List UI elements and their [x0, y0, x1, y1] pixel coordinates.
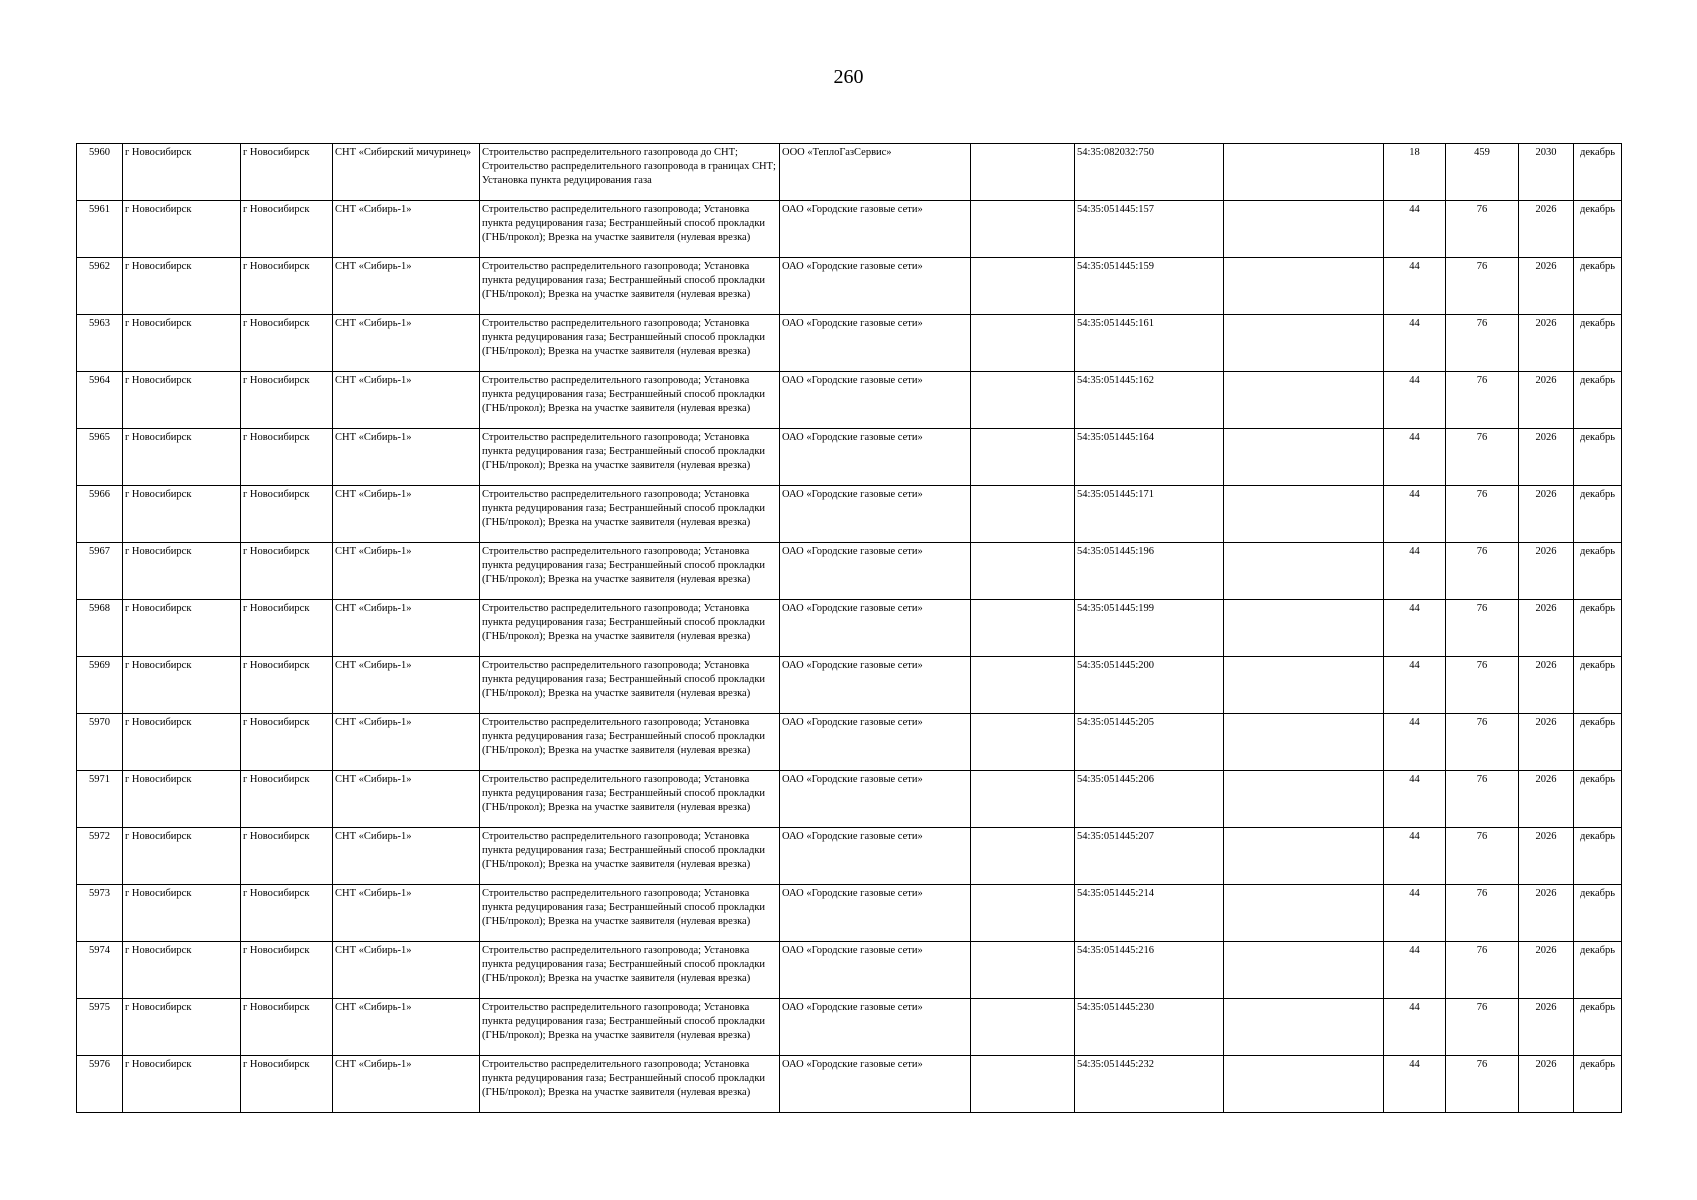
value-cell: 76	[1446, 543, 1519, 600]
object-cell: СНТ «Сибирь-1»	[333, 714, 480, 771]
month-cell: декабрь	[1574, 429, 1622, 486]
year-cell: 2026	[1519, 600, 1574, 657]
empty-cell	[1224, 372, 1384, 429]
object-cell: СНТ «Сибирский мичуринец»	[333, 144, 480, 201]
month-cell: декабрь	[1574, 144, 1622, 201]
row-number-cell: 5974	[77, 942, 123, 999]
settlement-cell: г Новосибирск	[241, 828, 333, 885]
empty-cell	[971, 600, 1075, 657]
value-cell: 76	[1446, 885, 1519, 942]
empty-cell	[971, 258, 1075, 315]
cadastral-number-cell: 54:35:051445:205	[1075, 714, 1224, 771]
object-cell: СНТ «Сибирь-1»	[333, 771, 480, 828]
value-cell: 76	[1446, 942, 1519, 999]
empty-cell	[971, 315, 1075, 372]
empty-cell	[1224, 771, 1384, 828]
object-cell: СНТ «Сибирь-1»	[333, 828, 480, 885]
value-cell: 44	[1384, 714, 1446, 771]
empty-cell	[971, 144, 1075, 201]
cadastral-number-cell: 54:35:051445:162	[1075, 372, 1224, 429]
organization-cell: ОАО «Городские газовые сети»	[780, 429, 971, 486]
month-cell: декабрь	[1574, 714, 1622, 771]
row-number-cell: 5972	[77, 828, 123, 885]
settlement-cell: г Новосибирск	[241, 258, 333, 315]
empty-cell	[971, 201, 1075, 258]
cadastral-number-cell: 54:35:051445:171	[1075, 486, 1224, 543]
settlement-cell: г Новосибирск	[241, 315, 333, 372]
table-body	[77, 144, 1622, 1113]
empty-cell	[1224, 657, 1384, 714]
row-number-cell: 5976	[77, 1056, 123, 1113]
value-cell: 44	[1384, 600, 1446, 657]
organization-cell: ОАО «Городские газовые сети»	[780, 771, 971, 828]
month-cell: декабрь	[1574, 999, 1622, 1056]
settlement-cell: г Новосибирск	[241, 1056, 333, 1113]
row-number-cell: 5960	[77, 144, 123, 201]
value-cell: 76	[1446, 657, 1519, 714]
row-number-cell: 5966	[77, 486, 123, 543]
empty-cell	[1224, 315, 1384, 372]
empty-cell	[1224, 885, 1384, 942]
value-cell: 44	[1384, 657, 1446, 714]
table-row	[77, 486, 1622, 543]
empty-cell	[1224, 201, 1384, 258]
settlement-cell: г Новосибирск	[241, 486, 333, 543]
municipality-cell: г Новосибирск	[123, 600, 241, 657]
value-cell: 76	[1446, 258, 1519, 315]
object-cell: СНТ «Сибирь-1»	[333, 885, 480, 942]
organization-cell: ОАО «Городские газовые сети»	[780, 258, 971, 315]
empty-cell	[1224, 144, 1384, 201]
empty-cell	[971, 486, 1075, 543]
works-cell: Строительство распределительного газопровода; Установка пункта редуцирования газа; Бестраншейный способ прокладки (ГНБ/прокол); Врезка на участке заявителя (нулевая врезка)	[480, 315, 780, 372]
table-row	[77, 201, 1622, 258]
works-cell: Строительство распределительного газопровода; Установка пункта редуцирования газа; Бестраншейный способ прокладки (ГНБ/прокол); Врезка на участке заявителя (нулевая врезка)	[480, 771, 780, 828]
organization-cell: ОАО «Городские газовые сети»	[780, 486, 971, 543]
cadastral-number-cell: 54:35:051445:199	[1075, 600, 1224, 657]
works-cell: Строительство распределительного газопровода; Установка пункта редуцирования газа; Бестраншейный способ прокладки (ГНБ/прокол); Врезка на участке заявителя (нулевая врезка)	[480, 486, 780, 543]
table-row	[77, 999, 1622, 1056]
empty-cell	[1224, 1056, 1384, 1113]
table-row	[77, 885, 1622, 942]
object-cell: СНТ «Сибирь-1»	[333, 486, 480, 543]
row-number-cell: 5969	[77, 657, 123, 714]
object-cell: СНТ «Сибирь-1»	[333, 657, 480, 714]
empty-cell	[971, 372, 1075, 429]
year-cell: 2026	[1519, 771, 1574, 828]
object-cell: СНТ «Сибирь-1»	[333, 201, 480, 258]
value-cell: 18	[1384, 144, 1446, 201]
works-cell: Строительство распределительного газопровода; Установка пункта редуцирования газа; Бестраншейный способ прокладки (ГНБ/прокол); Врезка на участке заявителя (нулевая врезка)	[480, 543, 780, 600]
object-cell: СНТ «Сибирь-1»	[333, 315, 480, 372]
empty-cell	[971, 828, 1075, 885]
month-cell: декабрь	[1574, 885, 1622, 942]
cadastral-number-cell: 54:35:051445:161	[1075, 315, 1224, 372]
empty-cell	[971, 771, 1075, 828]
value-cell: 76	[1446, 315, 1519, 372]
organization-cell: ОАО «Городские газовые сети»	[780, 1056, 971, 1113]
year-cell: 2026	[1519, 543, 1574, 600]
value-cell: 44	[1384, 1056, 1446, 1113]
value-cell: 76	[1446, 600, 1519, 657]
row-number-cell: 5962	[77, 258, 123, 315]
row-number-cell: 5975	[77, 999, 123, 1056]
municipality-cell: г Новосибирск	[123, 828, 241, 885]
municipality-cell: г Новосибирск	[123, 942, 241, 999]
settlement-cell: г Новосибирск	[241, 600, 333, 657]
row-number-cell: 5965	[77, 429, 123, 486]
month-cell: декабрь	[1574, 600, 1622, 657]
object-cell: СНТ «Сибирь-1»	[333, 372, 480, 429]
empty-cell	[1224, 828, 1384, 885]
empty-cell	[1224, 258, 1384, 315]
value-cell: 44	[1384, 201, 1446, 258]
table-row	[77, 372, 1622, 429]
value-cell: 76	[1446, 372, 1519, 429]
table-row	[77, 771, 1622, 828]
table-row	[77, 942, 1622, 999]
works-cell: Строительство распределительного газопровода; Установка пункта редуцирования газа; Бестраншейный способ прокладки (ГНБ/прокол); Врезка на участке заявителя (нулевая врезка)	[480, 999, 780, 1056]
settlement-cell: г Новосибирск	[241, 201, 333, 258]
table-row	[77, 315, 1622, 372]
settlement-cell: г Новосибирск	[241, 942, 333, 999]
value-cell: 44	[1384, 771, 1446, 828]
row-number-cell: 5963	[77, 315, 123, 372]
works-cell: Строительство распределительного газопровода; Установка пункта редуцирования газа; Бестраншейный способ прокладки (ГНБ/прокол); Врезка на участке заявителя (нулевая врезка)	[480, 429, 780, 486]
empty-cell	[1224, 942, 1384, 999]
year-cell: 2026	[1519, 372, 1574, 429]
organization-cell: ОАО «Городские газовые сети»	[780, 201, 971, 258]
table-row	[77, 429, 1622, 486]
month-cell: декабрь	[1574, 543, 1622, 600]
month-cell: декабрь	[1574, 372, 1622, 429]
page-number: 260	[833, 66, 864, 88]
table-row	[77, 714, 1622, 771]
municipality-cell: г Новосибирск	[123, 258, 241, 315]
cadastral-number-cell: 54:35:051445:232	[1075, 1056, 1224, 1113]
municipality-cell: г Новосибирск	[123, 771, 241, 828]
cadastral-number-cell: 54:35:051445:196	[1075, 543, 1224, 600]
row-number-cell: 5970	[77, 714, 123, 771]
row-number-cell: 5967	[77, 543, 123, 600]
empty-cell	[1224, 429, 1384, 486]
month-cell: декабрь	[1574, 486, 1622, 543]
year-cell: 2026	[1519, 828, 1574, 885]
month-cell: декабрь	[1574, 657, 1622, 714]
empty-cell	[1224, 999, 1384, 1056]
works-cell: Строительство распределительного газопровода; Установка пункта редуцирования газа; Бестраншейный способ прокладки (ГНБ/прокол); Врезка на участке заявителя (нулевая врезка)	[480, 600, 780, 657]
works-cell: Строительство распределительного газопровода; Установка пункта редуцирования газа; Бестраншейный способ прокладки (ГНБ/прокол); Врезка на участке заявителя (нулевая врезка)	[480, 1056, 780, 1113]
works-cell: Строительство распределительного газопровода; Установка пункта редуцирования газа; Бестраншейный способ прокладки (ГНБ/прокол); Врезка на участке заявителя (нулевая врезка)	[480, 714, 780, 771]
value-cell: 44	[1384, 999, 1446, 1056]
value-cell: 76	[1446, 771, 1519, 828]
month-cell: декабрь	[1574, 201, 1622, 258]
municipality-cell: г Новосибирск	[123, 657, 241, 714]
settlement-cell: г Новосибирск	[241, 372, 333, 429]
year-cell: 2026	[1519, 942, 1574, 999]
cadastral-number-cell: 54:35:082032:750	[1075, 144, 1224, 201]
works-cell: Строительство распределительного газопровода; Установка пункта редуцирования газа; Бестраншейный способ прокладки (ГНБ/прокол); Врезка на участке заявителя (нулевая врезка)	[480, 201, 780, 258]
month-cell: декабрь	[1574, 828, 1622, 885]
year-cell: 2026	[1519, 1056, 1574, 1113]
organization-cell: ОАО «Городские газовые сети»	[780, 543, 971, 600]
object-cell: СНТ «Сибирь-1»	[333, 429, 480, 486]
municipality-cell: г Новосибирск	[123, 486, 241, 543]
table-row	[77, 543, 1622, 600]
empty-cell	[1224, 543, 1384, 600]
object-cell: СНТ «Сибирь-1»	[333, 258, 480, 315]
year-cell: 2026	[1519, 714, 1574, 771]
empty-cell	[971, 543, 1075, 600]
value-cell: 76	[1446, 201, 1519, 258]
year-cell: 2026	[1519, 885, 1574, 942]
empty-cell	[971, 1056, 1075, 1113]
value-cell: 44	[1384, 372, 1446, 429]
municipality-cell: г Новосибирск	[123, 429, 241, 486]
municipality-cell: г Новосибирск	[123, 201, 241, 258]
cadastral-number-cell: 54:35:051445:230	[1075, 999, 1224, 1056]
cadastral-number-cell: 54:35:051445:216	[1075, 942, 1224, 999]
year-cell: 2026	[1519, 657, 1574, 714]
settlement-cell: г Новосибирск	[241, 771, 333, 828]
empty-cell	[971, 942, 1075, 999]
year-cell: 2026	[1519, 258, 1574, 315]
object-cell: СНТ «Сибирь-1»	[333, 600, 480, 657]
empty-cell	[971, 885, 1075, 942]
organization-cell: ОАО «Городские газовые сети»	[780, 657, 971, 714]
year-cell: 2026	[1519, 999, 1574, 1056]
empty-cell	[971, 657, 1075, 714]
value-cell: 44	[1384, 258, 1446, 315]
organization-cell: ОАО «Городские газовые сети»	[780, 372, 971, 429]
object-cell: СНТ «Сибирь-1»	[333, 543, 480, 600]
cadastral-number-cell: 54:35:051445:207	[1075, 828, 1224, 885]
value-cell: 44	[1384, 429, 1446, 486]
value-cell: 76	[1446, 1056, 1519, 1113]
table-row	[77, 144, 1622, 201]
month-cell: декабрь	[1574, 1056, 1622, 1113]
settlement-cell: г Новосибирск	[241, 657, 333, 714]
row-number-cell: 5973	[77, 885, 123, 942]
value-cell: 76	[1446, 999, 1519, 1056]
organization-cell: ОАО «Городские газовые сети»	[780, 315, 971, 372]
year-cell: 2030	[1519, 144, 1574, 201]
cadastral-number-cell: 54:35:051445:206	[1075, 771, 1224, 828]
cadastral-number-cell: 54:35:051445:157	[1075, 201, 1224, 258]
cadastral-number-cell: 54:35:051445:159	[1075, 258, 1224, 315]
settlement-cell: г Новосибирск	[241, 429, 333, 486]
month-cell: декабрь	[1574, 258, 1622, 315]
month-cell: декабрь	[1574, 771, 1622, 828]
year-cell: 2026	[1519, 201, 1574, 258]
organization-cell: ОАО «Городские газовые сети»	[780, 999, 971, 1056]
works-cell: Строительство распределительного газопровода; Установка пункта редуцирования газа; Бестраншейный способ прокладки (ГНБ/прокол); Врезка на участке заявителя (нулевая врезка)	[480, 942, 780, 999]
works-cell: Строительство распределительного газопровода; Установка пункта редуцирования газа; Бестраншейный способ прокладки (ГНБ/прокол); Врезка на участке заявителя (нулевая врезка)	[480, 258, 780, 315]
table-row	[77, 600, 1622, 657]
cadastral-number-cell: 54:35:051445:214	[1075, 885, 1224, 942]
table-row	[77, 258, 1622, 315]
settlement-cell: г Новосибирск	[241, 543, 333, 600]
municipality-cell: г Новосибирск	[123, 885, 241, 942]
cadastral-number-cell: 54:35:051445:164	[1075, 429, 1224, 486]
empty-cell	[1224, 486, 1384, 543]
year-cell: 2026	[1519, 429, 1574, 486]
works-cell: Строительство распределительного газопровода до СНТ; Строительство распределительного газопровода в границах СНТ; Установка пункта редуцирования газа	[480, 144, 780, 201]
value-cell: 76	[1446, 429, 1519, 486]
value-cell: 76	[1446, 714, 1519, 771]
works-cell: Строительство распределительного газопровода; Установка пункта редуцирования газа; Бестраншейный способ прокладки (ГНБ/прокол); Врезка на участке заявителя (нулевая врезка)	[480, 657, 780, 714]
object-cell: СНТ «Сибирь-1»	[333, 942, 480, 999]
row-number-cell: 5968	[77, 600, 123, 657]
municipality-cell: г Новосибирск	[123, 543, 241, 600]
cadastral-number-cell: 54:35:051445:200	[1075, 657, 1224, 714]
organization-cell: ОАО «Городские газовые сети»	[780, 885, 971, 942]
object-cell: СНТ «Сибирь-1»	[333, 999, 480, 1056]
municipality-cell: г Новосибирск	[123, 714, 241, 771]
organization-cell: ОАО «Городские газовые сети»	[780, 600, 971, 657]
empty-cell	[1224, 714, 1384, 771]
value-cell: 44	[1384, 486, 1446, 543]
empty-cell	[971, 999, 1075, 1056]
value-cell: 44	[1384, 942, 1446, 999]
organization-cell: ОАО «Городские газовые сети»	[780, 714, 971, 771]
value-cell: 44	[1384, 315, 1446, 372]
settlement-cell: г Новосибирск	[241, 144, 333, 201]
object-cell: СНТ «Сибирь-1»	[333, 1056, 480, 1113]
table-row	[77, 657, 1622, 714]
empty-cell	[971, 429, 1075, 486]
settlement-cell: г Новосибирск	[241, 999, 333, 1056]
municipality-cell: г Новосибирск	[123, 372, 241, 429]
year-cell: 2026	[1519, 486, 1574, 543]
row-number-cell: 5971	[77, 771, 123, 828]
value-cell: 44	[1384, 828, 1446, 885]
table-row	[77, 1056, 1622, 1113]
value-cell: 76	[1446, 828, 1519, 885]
data-table	[76, 143, 1622, 1113]
settlement-cell: г Новосибирск	[241, 714, 333, 771]
works-cell: Строительство распределительного газопровода; Установка пункта редуцирования газа; Бестраншейный способ прокладки (ГНБ/прокол); Врезка на участке заявителя (нулевая врезка)	[480, 372, 780, 429]
month-cell: декабрь	[1574, 315, 1622, 372]
settlement-cell: г Новосибирск	[241, 885, 333, 942]
municipality-cell: г Новосибирск	[123, 144, 241, 201]
month-cell: декабрь	[1574, 942, 1622, 999]
table-row	[77, 828, 1622, 885]
value-cell: 459	[1446, 144, 1519, 201]
empty-cell	[1224, 600, 1384, 657]
works-cell: Строительство распределительного газопровода; Установка пункта редуцирования газа; Бестраншейный способ прокладки (ГНБ/прокол); Врезка на участке заявителя (нулевая врезка)	[480, 885, 780, 942]
empty-cell	[971, 714, 1075, 771]
row-number-cell: 5964	[77, 372, 123, 429]
municipality-cell: г Новосибирск	[123, 315, 241, 372]
row-number-cell: 5961	[77, 201, 123, 258]
value-cell: 76	[1446, 486, 1519, 543]
works-cell: Строительство распределительного газопровода; Установка пункта редуцирования газа; Бестраншейный способ прокладки (ГНБ/прокол); Врезка на участке заявителя (нулевая врезка)	[480, 828, 780, 885]
value-cell: 44	[1384, 543, 1446, 600]
value-cell: 44	[1384, 885, 1446, 942]
municipality-cell: г Новосибирск	[123, 999, 241, 1056]
year-cell: 2026	[1519, 315, 1574, 372]
municipality-cell: г Новосибирск	[123, 1056, 241, 1113]
organization-cell: ОАО «Городские газовые сети»	[780, 828, 971, 885]
organization-cell: ООО «ТеплоГазСервис»	[780, 144, 971, 201]
organization-cell: ОАО «Городские газовые сети»	[780, 942, 971, 999]
